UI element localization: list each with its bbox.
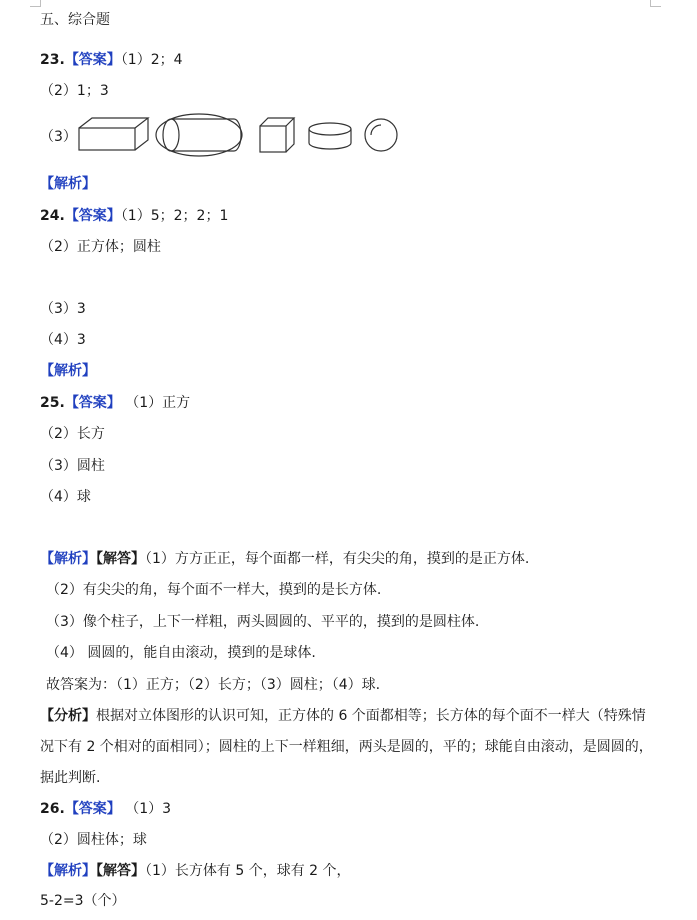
jieda-tag: 【解答】 [96,863,145,879]
q26-answer-line-1 [40,799,171,819]
q25-answer-2: （2）长方 [40,426,105,442]
q25-analysis-line-2: 况下有 2 个相对的面相同）；圆柱的上下一样粗细，两头是圆的，平的；球能自由滚动，是圆圆的， [40,739,653,755]
q24-analysis-tag: 【解析】 [40,363,96,379]
answer-tag: 【答案】 [64,52,121,68]
q23-answer-3-label: （3） [40,129,77,145]
q25-answer-4: （4）球 [40,489,91,505]
page-corner-mark-left [30,0,41,7]
q26-number: 26. [40,801,65,817]
q25-solution-3: （3）像个柱子，上下一样粗，两头圆圆的、平平的，摸到的是圆柱体. [46,614,480,630]
q26-solution-1: （1）长方体有 5 个，球有 2 个， [145,863,351,879]
cuboid-icon [79,118,148,150]
q25-solution-line-1 [40,549,529,569]
q25-analysis-line-1 [40,706,646,726]
q23-answer-1: （1）2；4 [120,52,183,68]
q25-analysis-line-3: 据此判断. [40,770,101,786]
q25-answer-1: （1）正方 [120,395,191,411]
section-title: 五、综合题 [40,12,110,28]
q25-solution-1: （1）方方正正，每个面都一样，有尖尖的角，摸到的是正方体. [145,551,530,567]
q26-calculation: 5-2=3（个） [40,893,126,909]
q25-solution-2: （2）有尖尖的角，每个面不一样大，摸到的是长方体. [46,582,382,598]
answer-tag: 【答案】 [64,208,121,224]
sphere-icon [365,119,397,151]
q23-shapes-figure [78,112,403,160]
answer-tag: 【答案】 [64,801,121,817]
q26-answer-1: （1）3 [120,801,172,817]
circled-cylinder-icon [156,114,242,156]
q26-solution-line-1 [40,861,351,881]
q24-answer-1: （1）5；2；2；1 [120,208,229,224]
page-corner-mark-right [650,0,661,7]
cylinder-icon [309,123,351,149]
jieda-tag: 【解答】 [96,551,145,567]
q25-solution-4: （4） 圆圆的，能自由滚动，摸到的是球体. [46,645,316,661]
q23-answer-2: （2）1；3 [40,83,109,99]
q25-analysis-text-1: 根据对立体图形的认识可知，正方体的 6 个面都相等；长方体的每个面不一样大（特殊情 [96,708,646,724]
q24-answer-line-1 [40,206,228,226]
q24-answer-4: （4）3 [40,332,86,348]
q25-conclusion: 故答案为：（1）正方；（2）长方；（3）圆柱；（4）球. [46,677,381,693]
analysis-tag: 【解析】 [40,863,96,879]
q26-answer-2: （2）圆柱体；球 [40,832,147,848]
fenxi-tag: 【分析】 [40,708,96,724]
q23-number: 23. [40,52,65,68]
cube-icon [260,118,294,152]
answer-tag: 【答案】 [64,395,121,411]
q24-number: 24. [40,208,65,224]
q24-answer-3: （3）3 [40,301,86,317]
q23-analysis-tag: 【解析】 [40,176,96,192]
analysis-tag: 【解析】 [40,551,96,567]
q25-number: 25. [40,395,65,411]
q23-answer-line-1 [40,50,183,70]
q25-answer-3: （3）圆柱 [40,458,105,474]
q25-answer-line-1 [40,393,190,413]
q24-answer-2: （2）正方体；圆柱 [40,239,161,255]
